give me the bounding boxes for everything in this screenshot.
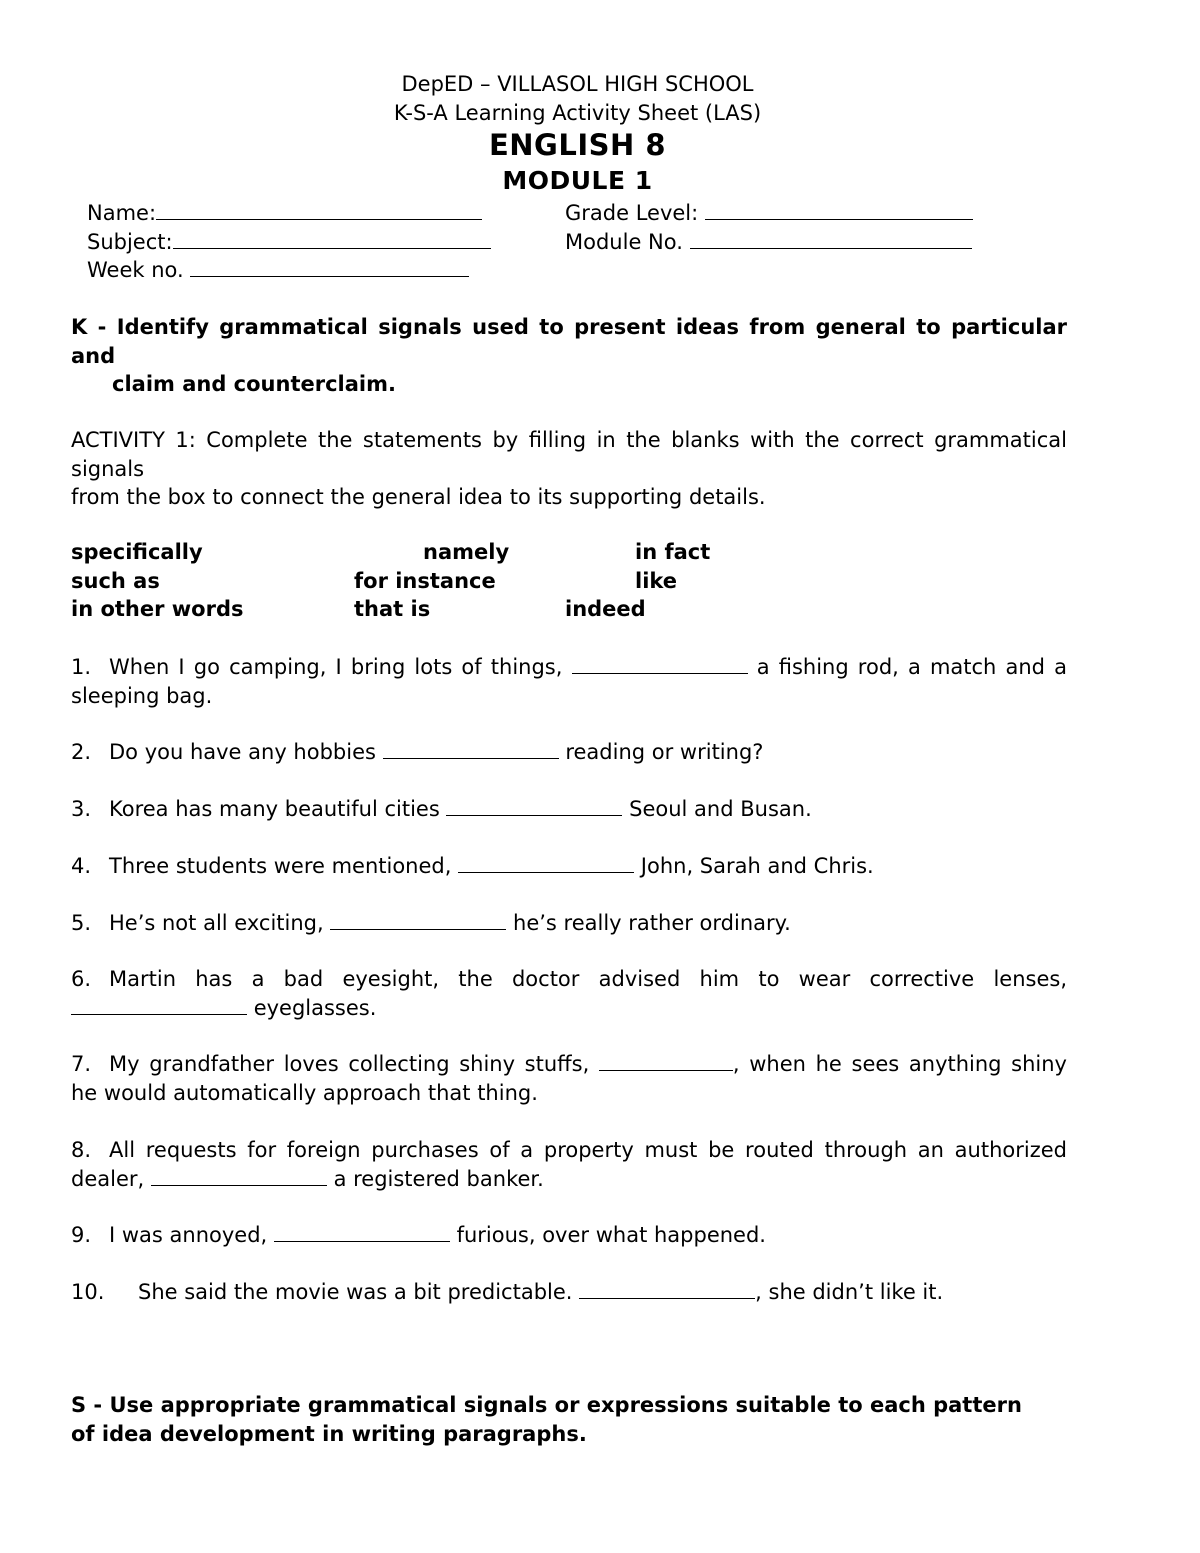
sheet-subtitle: K-S-A Learning Activity Sheet (LAS) bbox=[393, 101, 762, 125]
subject-line[interactable] bbox=[173, 228, 491, 249]
module-no-field[interactable] bbox=[565, 228, 972, 254]
answer-blank[interactable] bbox=[579, 1280, 755, 1299]
answer-blank[interactable] bbox=[330, 911, 506, 930]
name-field[interactable] bbox=[87, 199, 482, 225]
module-no-label: Module No. bbox=[565, 230, 683, 254]
answer-blank[interactable] bbox=[572, 655, 748, 674]
skills-objective: S - Use appropriate grammatical signals or expressions suitable to each pattern of idea development in writing paragraphs. bbox=[71, 1393, 1022, 1446]
word-in-fact: in fact bbox=[635, 540, 711, 564]
activity-instructions: ACTIVITY 1: Complete the statements by filling in the blanks with the correct grammatical signals bbox=[71, 428, 1067, 481]
word-indeed: indeed bbox=[565, 597, 646, 621]
word-for-instance: for instance bbox=[354, 569, 496, 593]
word-such-as: such as bbox=[71, 569, 160, 593]
knowledge-objective: K - Identify grammatical signals used to present ideas from general to particular and bbox=[71, 315, 1067, 368]
knowledge-objective-cont: claim and counterclaim. bbox=[112, 372, 396, 396]
word-namely: namely bbox=[423, 540, 510, 564]
week-no-label: Week no. bbox=[87, 258, 184, 282]
list-item: 6. Martin has a bad eyesight, the doctor advised him to wear corrective lenses, eyeglasses. bbox=[71, 967, 1067, 1020]
answer-blank[interactable] bbox=[274, 1223, 450, 1242]
week-no-field[interactable] bbox=[87, 256, 469, 282]
page-title: ENGLISH 8 bbox=[488, 128, 667, 162]
school-name: DepED – VILLASOL HIGH SCHOOL bbox=[401, 72, 754, 96]
answer-blank[interactable] bbox=[458, 854, 634, 873]
word-that-is: that is bbox=[354, 597, 431, 621]
grade-level-label: Grade Level: bbox=[565, 201, 699, 225]
list-item: 9. I was annoyed, furious, over what happened. bbox=[71, 1223, 766, 1247]
word-specifically: specifically bbox=[71, 540, 203, 564]
list-item: 8. All requests for foreign purchases of a property must be routed through an authorized dealer, a registered banker. bbox=[71, 1138, 1067, 1191]
list-item: 10. She said the movie was a bit predictable. , she didn’t like it. bbox=[71, 1280, 944, 1304]
list-item: 5. He’s not all exciting, he’s really rather ordinary. bbox=[71, 911, 791, 935]
list-item: 1. When I go camping, I bring lots of things, a fishing rod, a match and a sleeping bag. bbox=[71, 655, 1068, 708]
answer-blank[interactable] bbox=[71, 996, 247, 1015]
answer-blank[interactable] bbox=[599, 1052, 733, 1071]
answer-blank[interactable] bbox=[383, 740, 559, 759]
word-in-other-words: in other words bbox=[71, 597, 244, 621]
grade-level-field[interactable] bbox=[565, 199, 973, 225]
name-line[interactable] bbox=[156, 199, 482, 220]
subject-field[interactable] bbox=[87, 228, 491, 254]
module-no-line[interactable] bbox=[690, 228, 972, 249]
week-no-line[interactable] bbox=[190, 256, 469, 277]
list-item: 4. Three students were mentioned, John, Sarah and Chris. bbox=[71, 854, 874, 878]
subject-label: Subject: bbox=[87, 230, 173, 254]
answer-blank[interactable] bbox=[446, 797, 622, 816]
list-item: 2. Do you have any hobbies reading or writing? bbox=[71, 740, 764, 764]
list-item: 7. My grandfather loves collecting shiny stuffs, , when he sees anything shiny he would automatically approach that thing. bbox=[71, 1052, 1067, 1105]
activity-instructions-cont: from the box to connect the general idea to its supporting details. bbox=[71, 485, 766, 509]
list-item: 3. Korea has many beautiful cities Seoul and Busan. bbox=[71, 797, 812, 821]
word-like: like bbox=[635, 569, 678, 593]
name-label: Name: bbox=[87, 201, 157, 225]
module-title: MODULE 1 bbox=[502, 166, 653, 195]
grade-level-line[interactable] bbox=[705, 199, 973, 220]
answer-blank[interactable] bbox=[151, 1167, 327, 1186]
